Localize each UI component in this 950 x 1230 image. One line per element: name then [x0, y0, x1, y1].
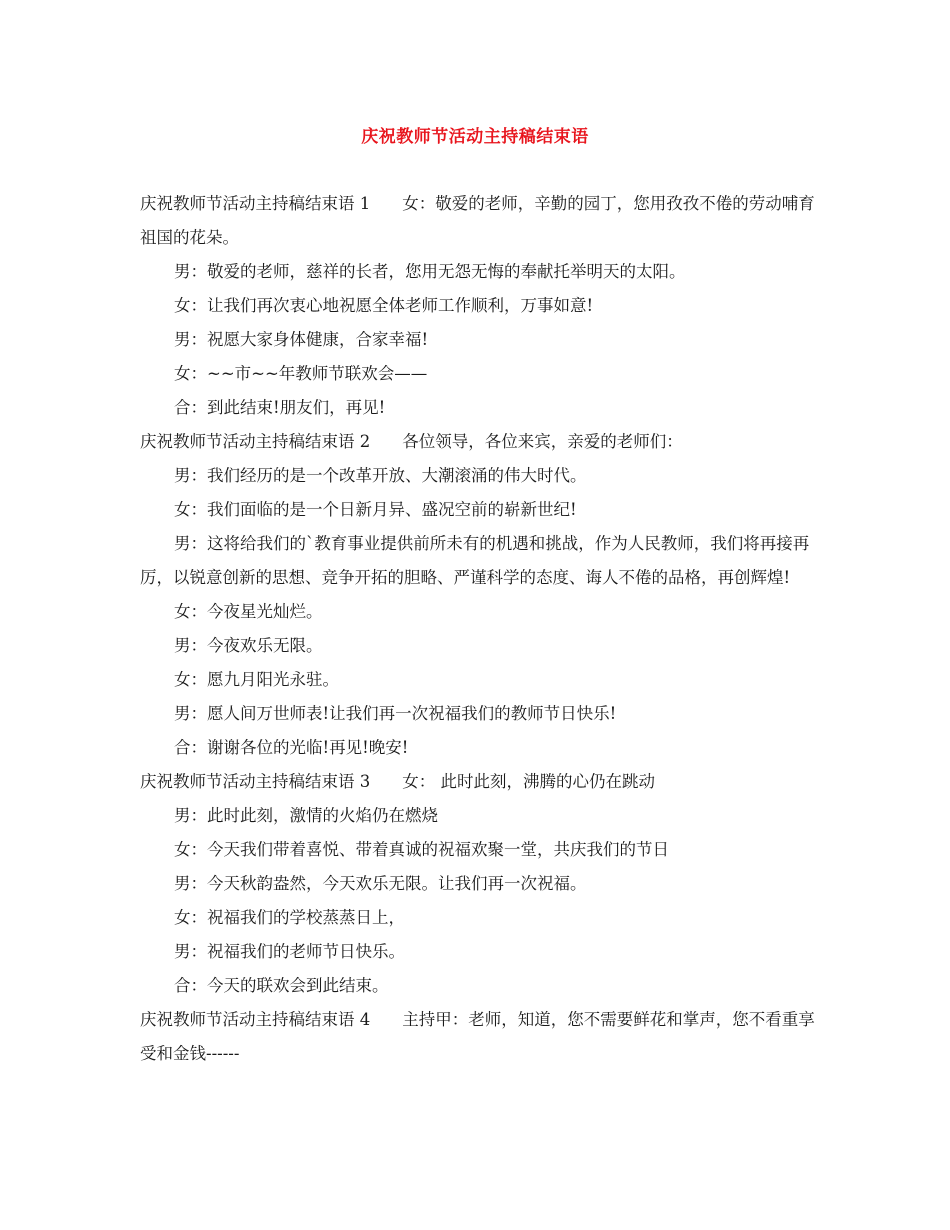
dialogue-line — [140, 935, 816, 969]
paragraph-text: 女：今天我们带着喜悦、带着真诚的祝福欢聚一堂，共庆我们的节日 — [174, 840, 669, 859]
paragraph-text: 女：愿九月阳光永驻。 — [174, 670, 339, 689]
paragraph-text: 女：敬爱的老师，辛勤的园丁，您用孜孜不倦的劳动哺育祖国的花朵。 — [140, 194, 815, 247]
paragraph-text: 女：我们面临的是一个日新月异、盛况空前的崭新世纪! — [174, 500, 577, 519]
paragraph-text: 主持甲：老师，知道，您不需要鲜花和掌声，您不看重享受和金钱------ — [140, 1010, 815, 1063]
paragraph-text: 男：敬爱的老师，慈祥的长者，您用无怨无悔的奉献托举明天的太阳。 — [174, 262, 686, 281]
paragraph-text: 男：祝福我们的老师节日快乐。 — [174, 942, 405, 961]
paragraph-text: 男：今天秋韵盎然，今天欢乐无限。让我们再一次祝福。 — [174, 874, 587, 893]
document-body — [140, 187, 816, 1071]
paragraph-text: 合：谢谢各位的光临!再见!晚安! — [174, 738, 409, 757]
paragraph-text: 男：我们经历的是一个改革开放、大潮滚涌的伟大时代。 — [174, 466, 587, 485]
dialogue-line — [140, 595, 816, 629]
dialogue-line — [140, 697, 816, 731]
dialogue-line — [140, 289, 816, 323]
paragraph-text: 男：今夜欢乐无限。 — [174, 636, 323, 655]
paragraph-text: 各位领导，各位来宾，亲爱的老师们： — [402, 432, 683, 451]
dialogue-line — [140, 969, 816, 1003]
section-heading-paragraph — [140, 187, 816, 255]
paragraph-text: 男：祝愿大家身体健康，合家幸福! — [174, 330, 429, 349]
section-heading: 庆祝教师节活动主持稿结束语 3 — [140, 772, 371, 791]
dialogue-line — [140, 731, 816, 765]
section-heading: 庆祝教师节活动主持稿结束语 1 — [140, 194, 371, 213]
section-heading: 庆祝教师节活动主持稿结束语 4 — [140, 1010, 371, 1029]
paragraph-text: 女：~~市~~年教师节联欢会—— — [174, 364, 428, 383]
dialogue-line — [140, 527, 816, 595]
paragraph-text: 女：让我们再次衷心地祝愿全体老师工作顺利，万事如意! — [174, 296, 594, 315]
dialogue-line — [140, 867, 816, 901]
paragraph-text: 女：祝福我们的学校蒸蒸日上， — [174, 908, 405, 927]
paragraph-text: 女： 此时此刻，沸腾的心仍在跳动 — [402, 772, 655, 791]
paragraph-text: 男：此时此刻，激情的火焰仍在燃烧 — [174, 806, 438, 825]
dialogue-line — [140, 663, 816, 697]
paragraph-text: 合：到此结束!朋友们，再见! — [174, 398, 386, 417]
paragraph-text: 合：今天的联欢会到此结束。 — [174, 976, 389, 995]
section-heading-paragraph — [140, 425, 816, 459]
dialogue-line — [140, 833, 816, 867]
paragraph-text: 男：愿人间万世师表!让我们再一次祝福我们的教师节日快乐! — [174, 704, 617, 723]
section-heading-paragraph — [140, 765, 816, 799]
paragraph-text: 女：今夜星光灿烂。 — [174, 602, 323, 621]
dialogue-line — [140, 901, 816, 935]
document-title: 庆祝教师节活动主持稿结束语 — [361, 127, 589, 147]
dialogue-line — [140, 459, 816, 493]
dialogue-line — [140, 799, 816, 833]
dialogue-line — [140, 493, 816, 527]
section-heading-paragraph — [140, 1003, 816, 1071]
dialogue-line — [140, 629, 816, 663]
paragraph-text: 男：这将给我们的`教育事业提供前所未有的机遇和挑战，作为人民教师，我们将再接再厉，以锐意创新的思想、竞争开拓的胆略、严谨科学的态度、诲人不倦的品格，再创辉煌! — [140, 534, 810, 587]
dialogue-line — [140, 391, 816, 425]
dialogue-line — [140, 357, 816, 391]
dialogue-line — [140, 323, 816, 357]
section-heading: 庆祝教师节活动主持稿结束语 2 — [140, 432, 371, 451]
dialogue-line — [140, 255, 816, 289]
